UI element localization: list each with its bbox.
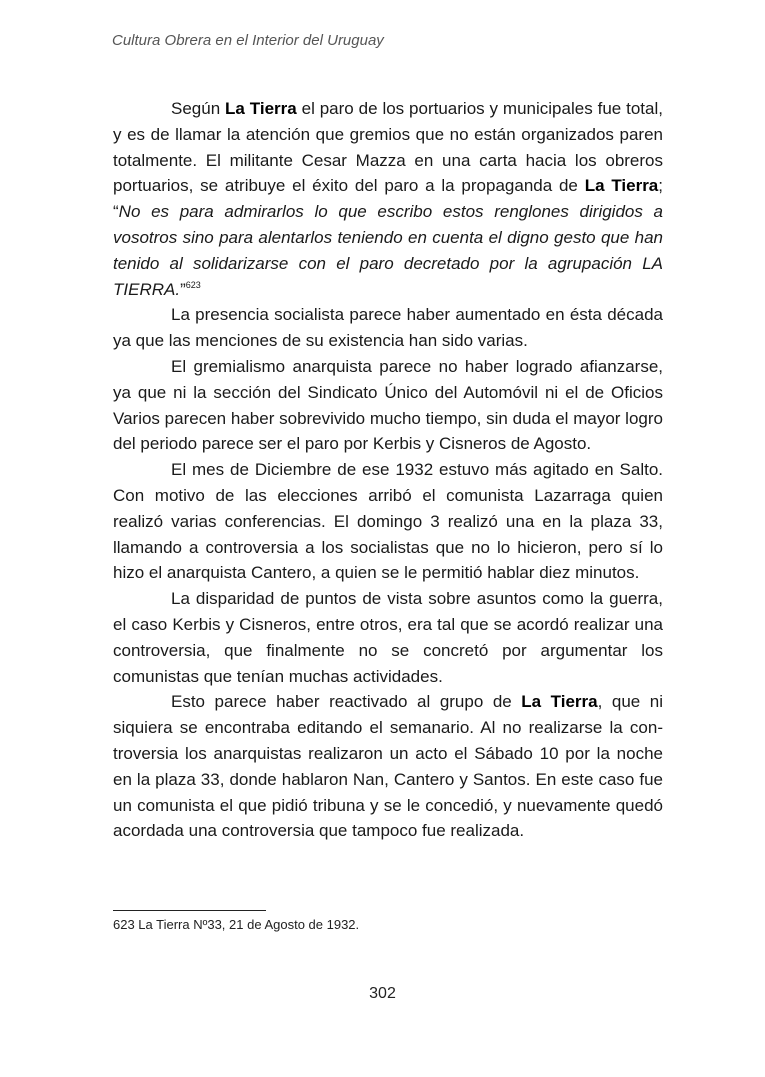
page-number: 302	[369, 985, 396, 1002]
paragraph-1-text-a: Según	[171, 99, 226, 118]
paragraph-6-text-b: , que ni siquiera se encontraba editando el semanario. Al no realizarse la controversia los anarquistas realizaron un acto el Sábado 10 por la noche en la plaza 33, donde hablaron Nan, Cantero y Santos. En este caso fue un comunista el que pidió tribuna y se le concedió, y nuevamente quedó acordada una controversia que tampoco fue realizada.	[113, 692, 663, 841]
paragraph-1-text-d: ”	[180, 279, 186, 299]
paragraph-3: El gremialismo anarquista parece no haber logrado afianzarse, ya que ni la sección del Sindicato Único del Automóvil ni el de Oficios Varios parecen haber sobrevivido mucho tiempo, sin duda el mayor logro del periodo parece ser el paro por Kerbis y Cisneros de Agosto.	[113, 356, 663, 454]
paragraph-6	[113, 689, 663, 844]
paragraph-2: La presencia socialista parece haber aumentado en ésta década ya que las menciones de su existencia han sido varias.	[113, 305, 663, 351]
footnote-reference: 623	[185, 279, 201, 290]
paragraph-1	[113, 96, 663, 302]
paragraph-5: La disparidad de puntos de vista sobre asuntos como la guerra, el caso Kerbis y Cisneros, entre otros, era tal que se acordó realizar una controversia, que finalmente no se concretó por argumentar los comunistas que tenían muchas actividades.	[113, 589, 663, 686]
footnote-divider	[113, 910, 266, 911]
paragraph-1-text-b: el paro de los portuarios y municipales fue total, y es de llamar la atención que gremios que no están organizados paren totalmente. El militante Cesar Mazza en una carta hacia los obreros portuarios, se atribuye el éxito del paro a la propaganda de	[113, 99, 663, 196]
paragraph-1-text-c: ; “	[113, 176, 663, 222]
running-header: Cultura Obrera en el Interior del Uruguay	[112, 32, 384, 49]
quotation: No es para admirarlos lo que escribo estos renglones dirigidos a vosotros sino para alentarlos teniendo en cuenta el digno gesto que han tenido al solidarizarse con el paro decretado por la agrupación LA TIERRA.	[113, 202, 663, 299]
newspaper-name: La Tierra	[521, 692, 598, 712]
paragraph-4: El mes de Diciembre de ese 1932 estuvo más agitado en Salto. Con motivo de las elecciones arribó el comunista Lazarraga quien realizó varias conferencias. El domingo 3 realizó una en la plaza 33, llamando a controversia a los socialistas que no lo hicieron, pero sí lo hizo el anarquista Cantero, a quien se le permitió hablar diez minutos.	[113, 460, 663, 583]
newspaper-name: La Tierra	[225, 99, 297, 118]
body-text	[113, 96, 663, 844]
footnote: 623 La Tierra Nº33, 21 de Agosto de 1932.	[113, 917, 360, 932]
newspaper-name: La Tierra	[584, 176, 659, 196]
paragraph-6-text-a: Esto parece haber reactivado al grupo de	[171, 692, 522, 712]
